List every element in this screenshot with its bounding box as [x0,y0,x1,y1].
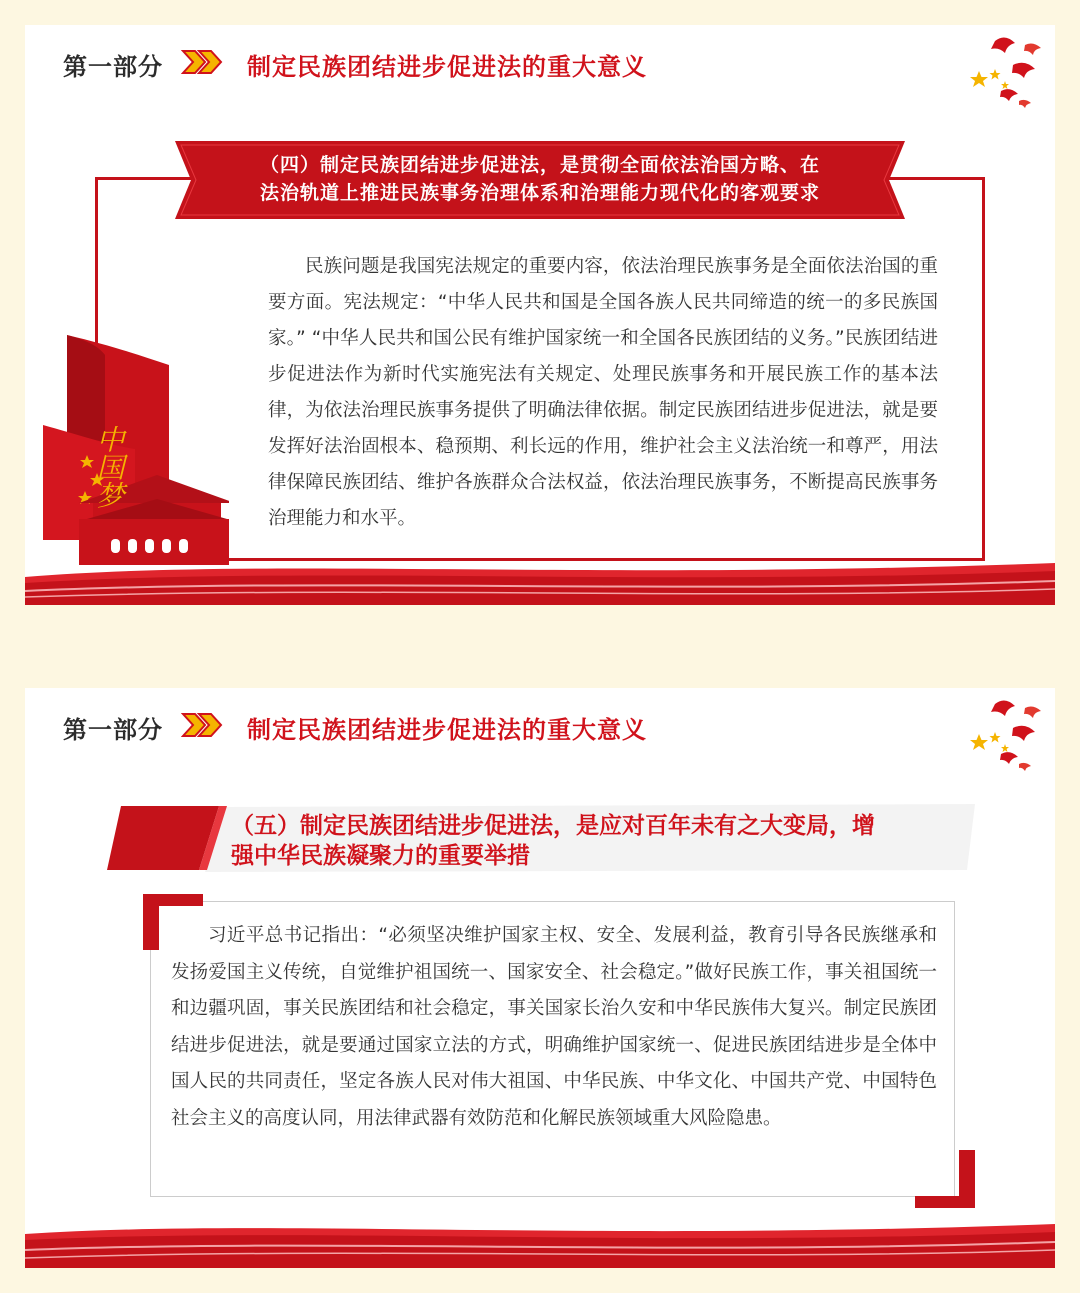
part-label: 第一部分 [63,53,163,81]
part-title: 制定民族团结进步促进法的重大意义 [247,716,647,744]
corner-bracket-bottom-right [915,1150,975,1208]
section-title-banner [175,141,905,219]
section-title-banner [107,804,977,872]
doves-decoration-icon [965,694,1047,790]
body-paragraph: 民族问题是我国宪法规定的重要内容，依法治理民族事务是全面依法治国的重要方面。宪法规定：“中华人民共和国是全国各族人民共同缔造的统一的多民族国家。” “中华人民共和国公民有维护国家统一和全国各民族团结的义务。”民族团结进步促进法作为新时代实施宪法有关规定、处理民族事务和开展民族工作的基本法律，为依法治理民族事务提供了明确法律依据。制定民族团结进步促进法，就是要发挥好法治固根本、稳预期、利长远的作用，维护社会主义法治统一和尊严，用法律保障民族团结、维护各族群众合法权益，依法治理民族事务，不断提高民族事务治理能力和水平。 [268,256,938,529]
china-dream-gate-icon [39,325,229,565]
part-label: 第一部分 [63,716,163,744]
section-title-line2: 强中华民族凝聚力的重要举措 [231,843,530,869]
slide-section-four [25,25,1055,605]
part-title: 制定民族团结进步促进法的重大意义 [247,53,647,81]
section-title-line2: 法治轨道上推进民族事务治理体系和治理能力现代化的客观要求 [259,182,820,204]
double-chevron-right-icon [181,49,223,75]
section-title-line1: （四）制定民族团结进步促进法，是贯彻全面依法治国方略、在 [259,154,820,176]
bottom-red-ribbon [25,557,1055,605]
china-dream-calligraphy: 中国梦 [92,425,126,509]
section-title-line1: （五）制定民族团结进步促进法，是应对百年未有之大变局，增 [231,813,875,839]
bottom-red-ribbon [25,1220,1055,1268]
double-chevron-right-icon [181,712,223,738]
slide-section-five [25,688,1055,1268]
body-paragraph: 习近平总书记指出：“必须坚决维护国家主权、安全、发展利益，教育引导各民族继承和发扬爱国主义传统，自觉维护祖国统一、国家安全、社会稳定。”做好民族工作，事关祖国统一和边疆巩固，事关民族团结和社会稳定，事关国家长治久安和中华民族伟大复兴。制定民族团结进步促进法，就是要通过国家立法的方式，明确维护国家统一、促进民族团结进步是全体中国人民的共同责任，坚定各族人民对伟大祖国、中华民族、中华文化、中国共产党、中国特色社会主义的高度认同，用法律武器有效防范和化解民族领域重大风险隐患。 [171,925,937,1129]
doves-decoration-icon [965,31,1047,127]
